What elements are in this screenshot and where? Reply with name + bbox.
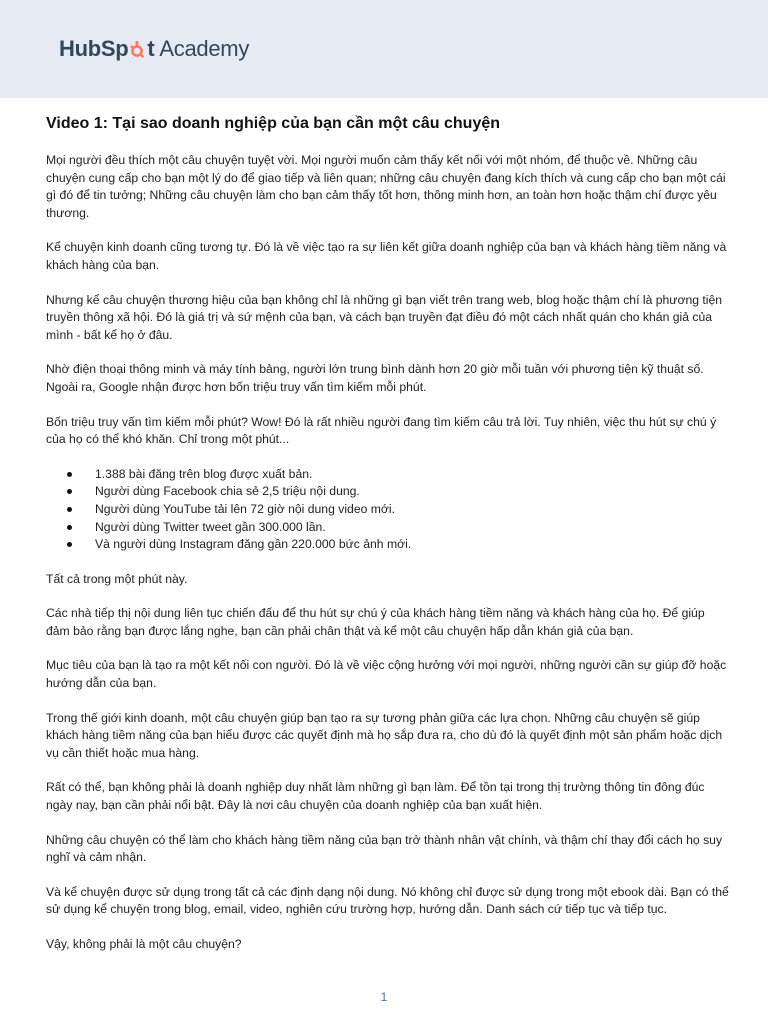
logo-t-text: t [147,36,155,61]
paragraph: Rất có thể, bạn không phải là doanh nghiệp duy nhất làm những gì bạn làm. Để tồn tại trong thị trường thông tin đông đúc ngày nay, bạn cần phải nổi bật. Đây là nơi câu chuyện của doanh nghiệp của bạn xuất hiện. [46,780,705,813]
list-item [46,466,730,484]
bullet-icon [67,542,72,547]
bullet-icon [67,507,72,512]
logo-hubspot-text: HubSp [59,36,129,61]
paragraph: Các nhà tiếp thị nội dung liên tục chiến đấu để thu hút sự chú ý của khách hàng tiềm năng và khách hàng của họ. Để giúp đảm bảo rằng bạn được lắng nghe, bạn cần phải chân thật và kể một câu chuyện hấp dẫn khán giả của bạn. [46,606,705,638]
stats-bullet-list [46,466,730,554]
paragraph: Bốn triệu truy vấn tìm kiếm mỗi phút? Wow! Đó là rất nhiều người đang tìm kiếm câu trả lời. Tuy nhiên, việc thu hút sự chú ý của họ có thể khó khăn. Chỉ trong một phút... [46,414,717,447]
hubspot-academy-logo [59,34,249,67]
paragraph: Nhưng kể câu chuyện thương hiệu của bạn không chỉ là những gì bạn viết trên trang web, blog hoặc thậm chí là phương tiện truyền thông xã hội. Đó là giá trị và sứ mệnh của bạn, và cách bạn truyền đạt điều đó một cách nhất quán cho khán giả của mình - bất kể họ ở đâu. [46,292,723,342]
paragraph: Tất cả trong một phút này. [46,571,188,586]
bullet-icon [67,525,72,530]
paragraph: Kể chuyện kinh doanh cũng tương tự. Đó là về việc tạo ra sự liên kết giữa doanh nghiệp của bạn và khách hàng tiềm năng và khách hàng của bạn. [46,240,727,272]
list-item-text: 1.388 bài đăng trên blog được xuất bản. [95,466,313,481]
bullet-icon [67,489,72,494]
bullet-icon [67,472,72,477]
document-body [46,112,730,971]
paragraph: Trong thế giới kinh doanh, một câu chuyện giúp bạn tạo ra sự tương phản giữa các lựa chọn. Những câu chuyện sẽ giúp khách hàng tiềm năng của bạn hiểu được các quyết định mà họ sắp đưa ra, cho dù đó là quyết định một sản phẩm hoặc dịch vụ cần thiết hoặc mua hàng. [46,710,723,760]
page-number: 1 [380,990,388,1004]
paragraph: Mục tiêu của bạn là tạo ra một kết nối con người. Đó là về việc cộng hưởng với mọi người, những người cần sự giúp đỡ hoặc hướng dẫn của bạn. [46,658,727,691]
list-item-text: Và người dùng Instagram đăng gần 220.000 bức ảnh mới. [95,537,412,552]
logo-academy-text: Academy [159,36,250,61]
paragraph: Mọi người đều thích một câu chuyện tuyệt vời. Mọi người muốn cảm thấy kết nối với một nhóm, để thuộc về. Những câu chuyện cung cấp cho bạn một lý do để giao tiếp và liên quan; những câu chuyện đang kích thích và cung cấp cho bạn một cái gì đó để tin tưởng; Những câu chuyện làm cho bạn cảm thấy tốt hơn, thông minh hơn, an toàn hơn hoặc thậm chí được yêu thương. [46,153,726,220]
list-item-text: Người dùng YouTube tải lên 72 giờ nội dung video mới. [95,501,396,516]
list-item [46,519,730,537]
sprocket-icon [129,37,146,67]
document-title: Video 1: Tại sao doanh nghiệp của bạn cần một câu chuyện [46,115,501,132]
list-item-text: Người dùng Twitter tweet gần 300.000 lần. [95,519,326,534]
paragraph: Những câu chuyện có thể làm cho khách hàng tiềm năng của bạn trở thành nhân vật chính, và thậm chí thay đổi cách họ suy nghĩ và cảm nhận. [46,832,723,865]
list-item [46,483,730,501]
list-item [46,536,730,554]
paragraph: Và kể chuyện được sử dụng trong tất cả các định dạng nội dung. Nó không chỉ được sử dụng trong một ebook dài. Bạn có thể sử dụng kể chuyện trong blog, email, video, nghiên cứu trường hợp, hướng dẫn. Danh sách cứ tiếp tục và tiếp tục. [46,884,729,917]
page-header [0,0,768,98]
paragraph: Nhờ điện thoại thông minh và máy tính bảng, người lớn trung bình dành hơn 20 giờ mỗi tuần với phương tiện kỹ thuật số. Ngoài ra, Google nhận được hơn bốn triệu truy vấn tìm kiếm mỗi phút. [46,362,704,394]
list-item-text: Người dùng Facebook chia sẻ 2,5 triệu nội dung. [95,484,360,499]
list-item [46,501,730,519]
paragraph: Vậy, không phải là một câu chuyện? [46,937,242,951]
